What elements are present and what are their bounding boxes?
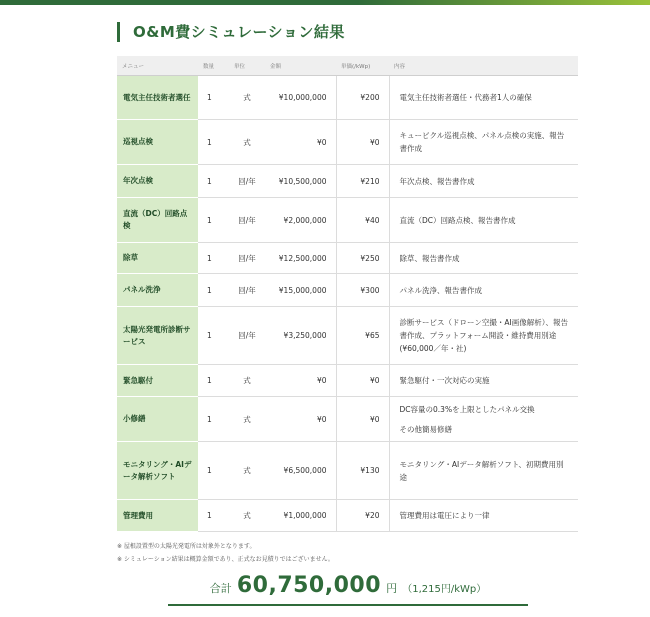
row-desc: 電気主任技術者選任・代務者1人の確保 [389,76,578,120]
total-amount: 60,750,000 [236,573,382,598]
row-amount: ¥1,000,000 [265,500,336,532]
table-row [117,76,578,120]
table-row [117,165,578,198]
row-unit: 式 [229,500,265,532]
row-per-kwp: ¥250 [336,243,389,274]
row-desc-line: その他簡易修繕 [399,424,452,434]
row-desc: 緊急駆付・一次対応の実施 [389,365,578,397]
col-header-qty: 数量 [198,56,229,76]
row-desc: 管理費用は電圧により一律 [389,500,578,532]
table-row [117,243,578,274]
row-qty: 1 [198,76,229,120]
row-qty: 1 [198,397,229,442]
row-amount: ¥0 [265,397,336,442]
row-per-kwp: ¥40 [336,198,389,243]
row-menu: 緊急駆付 [117,365,198,397]
row-amount: ¥0 [265,365,336,397]
table-header-row [117,56,578,76]
total-yen-unit: 円 [386,582,398,595]
top-accent-bar [0,0,650,5]
row-amount: ¥15,000,000 [265,274,336,307]
table-row [117,442,578,500]
row-desc: キュービクル巡視点検、パネル点検の実施、報告書作成 [389,120,578,165]
row-desc: 直流（DC）回路点検、報告書作成 [389,198,578,243]
row-desc: 診断サービス（ドローン空撮・AI画像解析）、報告書作成、プラットフォーム開設・維持費用別途(¥60,000／年・社) [389,307,578,365]
row-menu: 除草 [117,243,198,274]
note-rooftop-excluded: ※ 屋根設置型の太陽光発電所は対象外となります。 [117,543,256,550]
row-per-kwp: ¥300 [336,274,389,307]
total-underline [168,604,528,606]
row-menu: 太陽光発電所診断サービス [117,307,198,365]
row-menu: 巡視点検 [117,120,198,165]
row-desc-line: DC容量の0.3%を上限としたパネル交換 [399,404,535,414]
row-qty: 1 [198,365,229,397]
row-qty: 1 [198,165,229,198]
row-desc: 年次点検、報告書作成 [389,165,578,198]
row-unit: 式 [229,442,265,500]
row-desc: 除草、報告書作成 [389,243,578,274]
row-qty: 1 [198,198,229,243]
row-desc: モニタリング・AIデータ解析ソフト、初期費用別途 [389,442,578,500]
row-menu: モニタリング・AIデータ解析ソフト [117,442,198,500]
row-amount: ¥10,000,000 [265,76,336,120]
row-qty: 1 [198,243,229,274]
row-unit: 式 [229,76,265,120]
row-qty: 1 [198,500,229,532]
row-amount: ¥10,500,000 [265,165,336,198]
row-per-kwp: ¥65 [336,307,389,365]
row-amount: ¥0 [265,120,336,165]
row-per-kwp: ¥200 [336,76,389,120]
col-header-unit: 単位 [229,56,265,76]
row-unit: 式 [229,120,265,165]
om-cost-table [117,56,578,532]
row-per-kwp: ¥130 [336,442,389,500]
row-amount: ¥6,500,000 [265,442,336,500]
row-menu: パネル洗浄 [117,274,198,307]
row-menu: 年次点検 [117,165,198,198]
table-row [117,500,578,532]
row-per-kwp: ¥20 [336,500,389,532]
page-title: O&M費シミュレーション結果 [117,22,345,42]
row-qty: 1 [198,442,229,500]
total-per-kwp: （1,215円/kWp） [402,584,487,595]
row-desc: パネル洗浄、報告書作成 [389,274,578,307]
total-label: 合計 [209,582,232,595]
row-qty: 1 [198,307,229,365]
table-row [117,307,578,365]
col-header-per-kwp: 単価(/kWp) [336,56,389,76]
col-header-amount: 金額 [265,56,336,76]
row-qty: 1 [198,274,229,307]
table-row [117,198,578,243]
row-unit: 式 [229,365,265,397]
total-summary [168,573,528,598]
row-qty: 1 [198,120,229,165]
row-desc [389,397,578,442]
row-per-kwp: ¥0 [336,365,389,397]
col-header-menu: メニュー [117,56,198,76]
row-unit: 式 [229,397,265,442]
col-header-desc: 内容 [389,56,578,76]
row-menu: 電気主任技術者選任 [117,76,198,120]
row-menu: 小修繕 [117,397,198,442]
row-unit: 回/年 [229,274,265,307]
row-unit: 回/年 [229,307,265,365]
note-estimate-disclaimer: ※ シミュレーション結果は概算金額であり、正式なお見積りではございません。 [117,556,334,563]
row-per-kwp: ¥0 [336,120,389,165]
row-amount: ¥3,250,000 [265,307,336,365]
row-unit: 回/年 [229,243,265,274]
table-row [117,120,578,165]
table-row [117,397,578,442]
row-per-kwp: ¥210 [336,165,389,198]
row-unit: 回/年 [229,198,265,243]
row-amount: ¥12,500,000 [265,243,336,274]
row-unit: 回/年 [229,165,265,198]
row-menu: 管理費用 [117,500,198,532]
row-per-kwp: ¥0 [336,397,389,442]
row-amount: ¥2,000,000 [265,198,336,243]
row-menu: 直流（DC）回路点検 [117,198,198,243]
table-row [117,274,578,307]
table-row [117,365,578,397]
